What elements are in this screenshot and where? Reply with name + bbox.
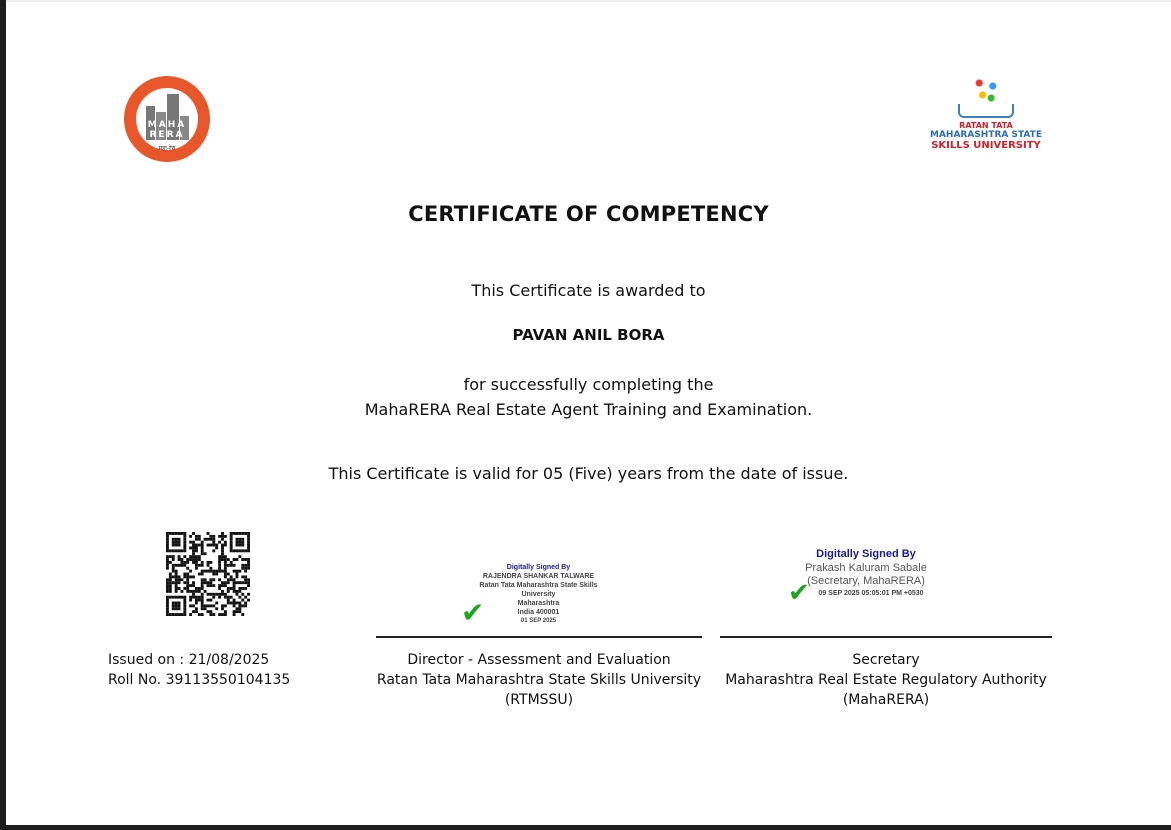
book-icon [958, 104, 1014, 118]
dna-graphic-icon [969, 74, 1003, 104]
signature-valid-check-icon: ✔ [788, 578, 810, 608]
validity-text: This Certificate is valid for 05 (Five) years from the date of issue. [328, 464, 849, 483]
rtmssu-logo: RATAN TATA MAHARASHTRA STATE SKILLS UNIVERSITY [918, 74, 1054, 151]
signature-line-2 [720, 636, 1052, 638]
digital-signature-1: Digitally Signed By RAJENDRA SHANKAR TALWARE Ratan Tata Maharashtra State Skills University Maharashtra India 400001 01 SEP 2025 [479, 564, 598, 624]
recipient-name: PAVAN ANIL BORA [512, 326, 665, 344]
signatory-2-details: Secretary Maharashtra Real Estate Regulatory Authority (MahaRERA) [725, 652, 1047, 708]
awarded-to-text: This Certificate is awarded to [471, 281, 706, 300]
signature-valid-check-icon: ✔ [461, 596, 485, 629]
completion-line-2: MahaRERA Real Estate Agent Training and Examination. [364, 400, 813, 419]
certificate-page [6, 0, 1171, 825]
roll-number: Roll No. 39113550104135 [108, 672, 291, 688]
issued-on: Issued on : 21/08/2025 [108, 652, 270, 668]
issue-info [108, 650, 290, 690]
signatory-1-details: Director - Assessment and Evaluation Ratan Tata Maharashtra State Skills University (RTMSSU) [376, 652, 702, 708]
qr-code [166, 532, 250, 616]
certificate-title: CERTIFICATE OF COMPETENCY [408, 202, 769, 226]
completion-line-1: for successfully completing the [463, 375, 714, 394]
maharera-logo: MAHA RERA महा-रेरा [124, 76, 210, 162]
digital-signature-2: Digitally Signed By Prakash Kaluram Sabale (Secretary, MahaRERA) 09 SEP 2025 05:05:01 PM +0530 [805, 548, 927, 597]
signature-line-1 [376, 636, 702, 638]
